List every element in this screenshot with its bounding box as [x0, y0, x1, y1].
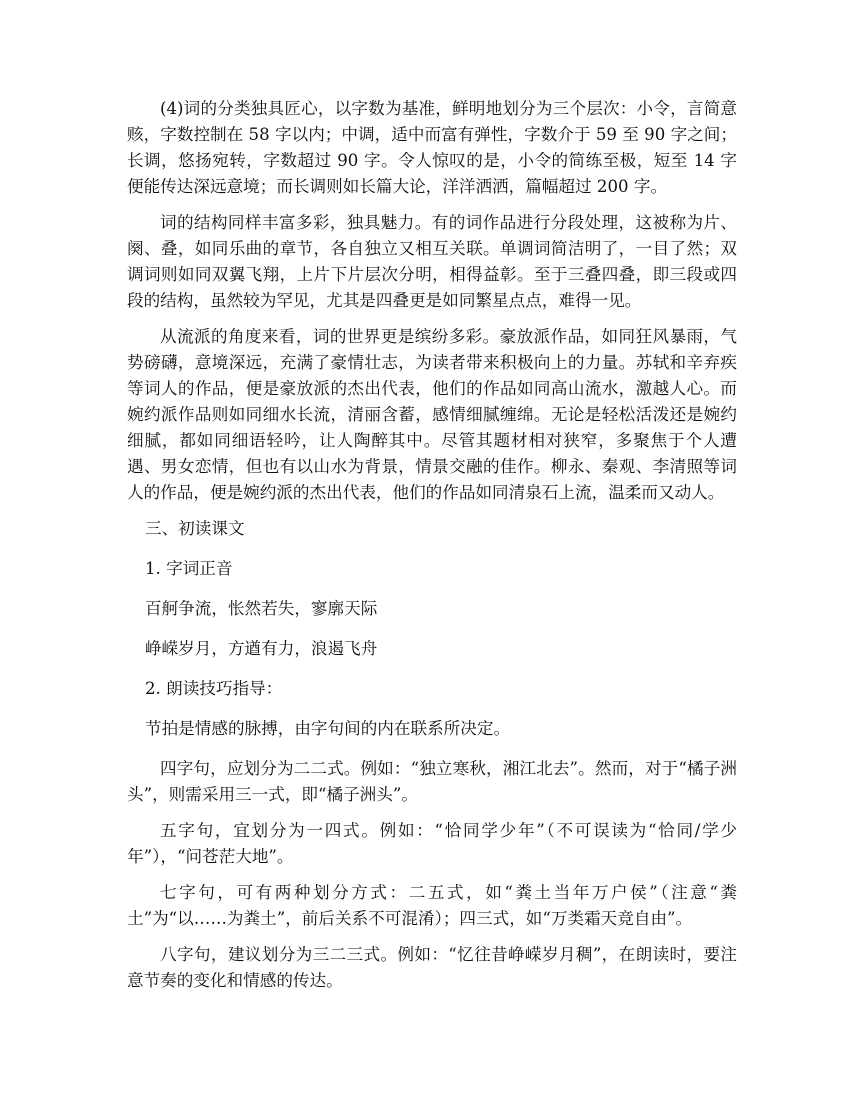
- document-body: [127, 96, 737, 1004]
- paragraph-word-structure: 词的结构同样丰富多彩，独具魅力。有的词作品进行分段处理，这被称为片、阕、叠，如同乐曲的章节，各自独立又相互关联。单调词简洁明了，一目了然；双调词则如同双翼飞翔，上片下片层次分明，相得益彰。至于三叠四叠，即三段或四段的结构，虽然较为罕见，尤其是四叠更是如同繁星点点，难得一见。: [127, 213, 737, 310]
- tip-five-character: 五字句，宜划分为一四式。例如：“恰同学少年”（不可误读为“恰同/学少年”），“问苍茫大地”。: [127, 821, 737, 866]
- tip-four-character: 四字句，应划分为二二式。例如：“独立寒秋，湘江北去”。然而，对于“橘子洲头”，则需采用三一式，即“橘子洲头”。: [127, 759, 737, 804]
- item-heading-pronunciation: 1. 字词正音: [145, 559, 233, 578]
- tip-eight-character: 八字句，建议划分为三二三式。例如：“忆往昔峥嵘岁月稠”，在朗读时，要注意节奏的变化和情感的传达。: [127, 945, 737, 990]
- paragraph-schools: 从流派的角度来看，词的世界更是缤纷多彩。豪放派作品，如同狂风暴雨，气势磅礴，意境深远，充满了豪情壮志，为读者带来积极向上的力量。苏轼和辛弃疾等词人的作品，便是豪放派的杰出代表，他们的作品如同高山流水，激越人心。而婉约派作品则如同细水长流，清丽含蓄，感情细腻缠绵。无论是轻松活泼还是婉约细腻，都如同细语轻吟，让人陶醉其中。尽管其题材相对狭窄，多聚焦于个人遭遇、男女恋情，但也有以山水为背景，情景交融的佳作。柳永、秦观、李清照等词人的作品，便是婉约派的杰出代表，他们的作品如同清泉石上流，温柔而又动人。: [127, 327, 737, 502]
- tip-seven-character: 七字句，可有两种划分方式：二五式，如“粪土当年万户侯”（注意“粪土”为“以……为粪土”，前后关系不可混淆）；四三式，如“万类霜天竞自由”。: [127, 883, 737, 928]
- pronunciation-line: 峥嵘岁月，方遒有力，浪遏飞舟: [145, 639, 378, 658]
- section-heading: 三、初读课文: [145, 519, 245, 538]
- item-heading-reading-tips: 2. 朗读技巧指导：: [145, 679, 283, 698]
- rhythm-intro: 节拍是情感的脉搏，由字句间的内在联系所决定。: [145, 719, 511, 738]
- paragraph-word-classification: (4)词的分类独具匠心，以字数为基准，鲜明地划分为三个层次：小令，言简意赅，字数控制在 58 字以内；中调，适中而富有弹性，字数介于 59 至 90 字之间；长调，悠扬宛转，字数超过 90 字。令人惊叹的是，小令的简练至极，短至 14 字便能传达深远意境；而长调则如长篇大论，洋洋洒洒，篇幅超过 200 字。: [127, 99, 737, 196]
- pronunciation-line: 百舸争流，怅然若失，寥廓天际: [145, 599, 378, 618]
